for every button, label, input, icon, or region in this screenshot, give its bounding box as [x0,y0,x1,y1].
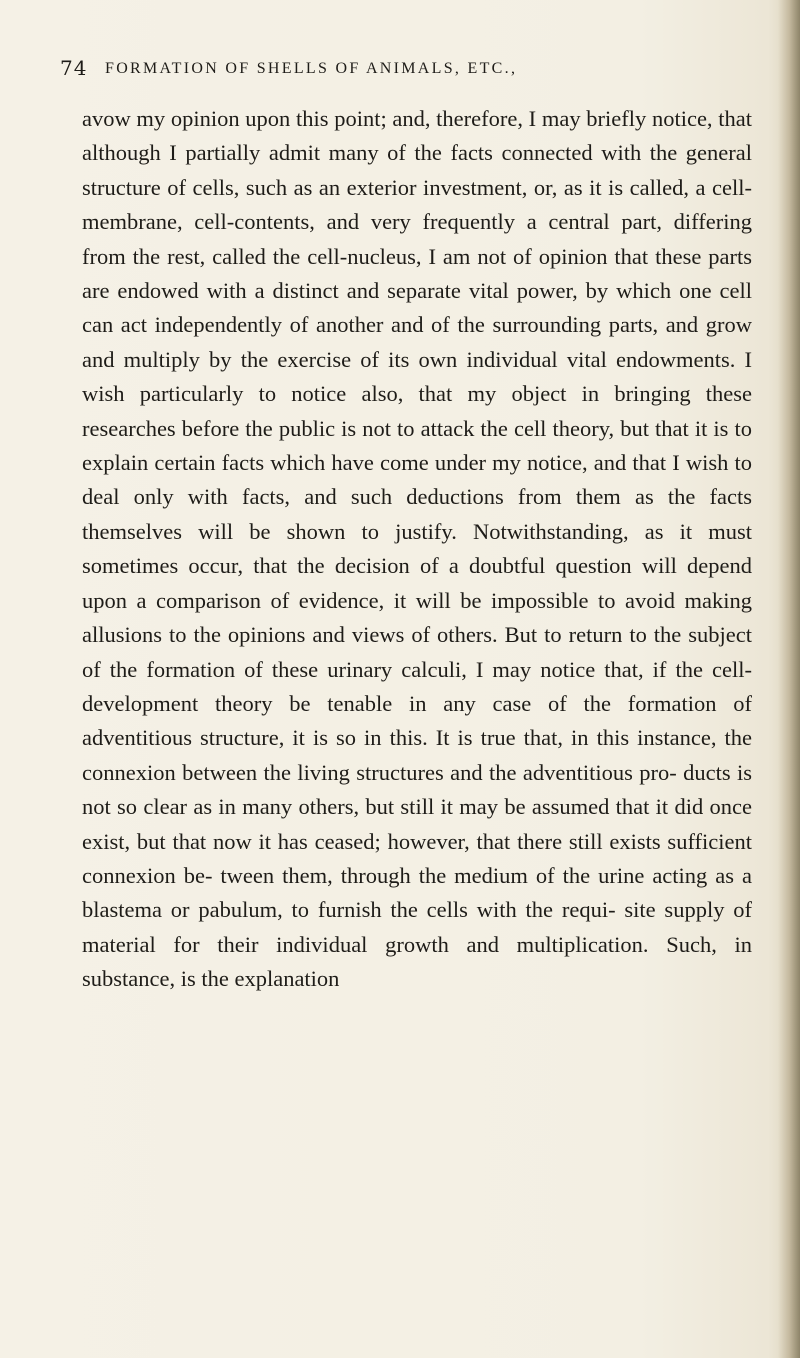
running-head: FORMATION OF SHELLS OF ANIMALS, ETC., [105,60,518,77]
body-paragraph: avow my opinion upon this point; and, therefore, I may briefly notice, that although I partially admit many of the facts connected with the general structure of cells, such as an exterior investment, or, as it is called, a cell-membrane, cell-contents, and very frequently a central part, differing from the rest, called the cell-nucleus, I am not of opinion that these parts are endowed with a distinct and separate vital power, by which one cell can act independently of another and of the surrounding parts, and grow and multiply by the exercise of its own individual vital endowments. I wish particularly to notice also, that my object in bringing these researches before the public is not to attack the cell theory, but that it is to explain certain facts which have come under my notice, and that I wish to deal only with facts, and such deductions from them as the facts themselves will be shown to justify. Notwithstanding, as it must sometimes occur, that the decision of a doubtful question will depend upon a comparison of evidence, it will be impossible to avoid making allusions to the opinions and views of others. But to return to the subject of the formation of these urinary calculi, I may notice that, if the cell-development theory be tenable in any case of the formation of adventitious structure, it is so in this. It is true that, in this instance, the connexion between the living structures and the adventitious pro- ducts is not so clear as in many others, but still it may be assumed that it did once exist, but that now it has ceased; however, that there still exists sufficient connexion be- tween them, through the medium of the urine acting as a blastema or pabulum, to furnish the cells with the requi- site supply of material for their individual growth and multiplication. Such, in substance, is the explanation [82,106,752,992]
page-number: 74 [60,56,88,80]
page-header [60,56,740,86]
page-edge-shadow [778,0,800,1358]
